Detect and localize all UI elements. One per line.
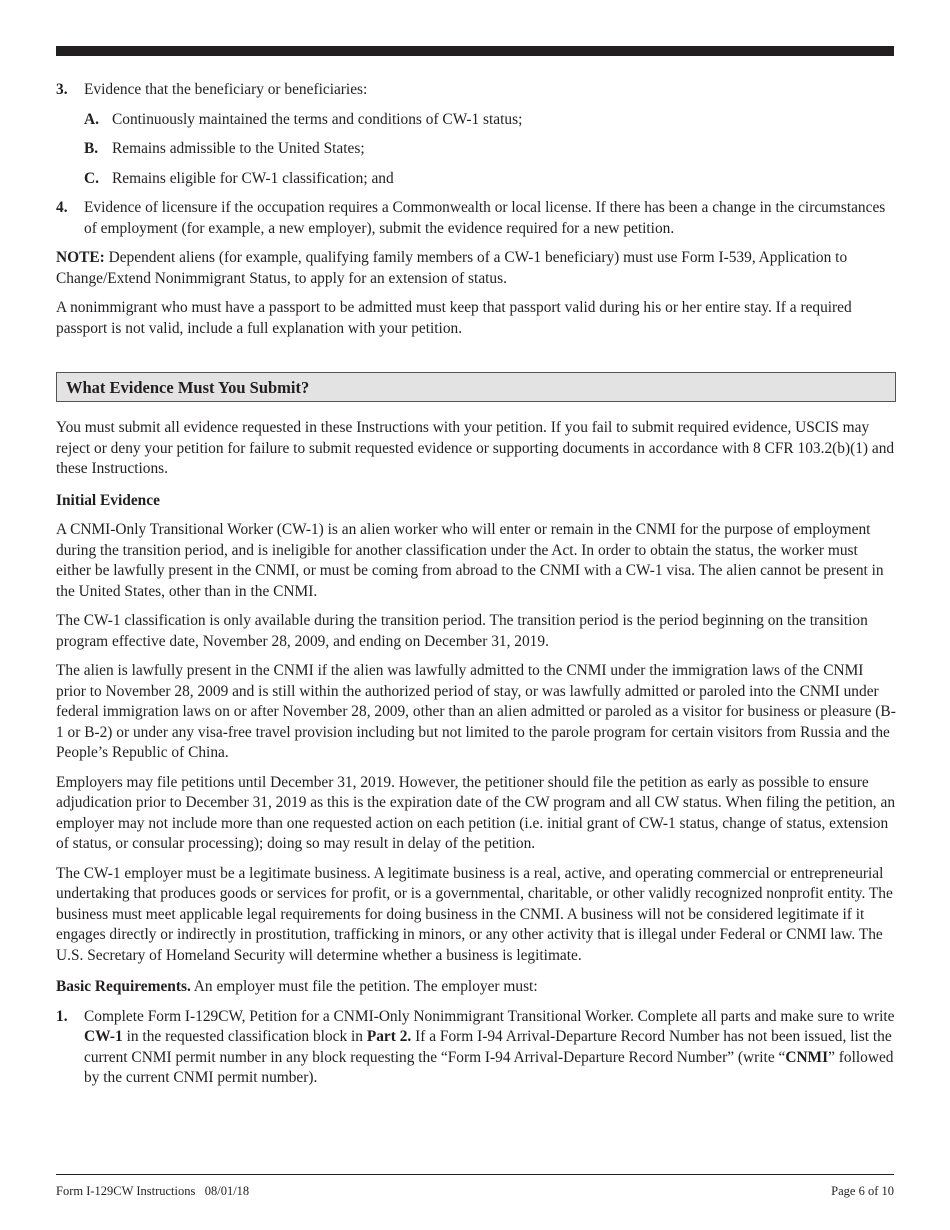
initial-evidence-heading: Initial Evidence — [56, 491, 160, 509]
bold-run: CNMI — [785, 1048, 829, 1066]
list-number: 4. — [56, 199, 68, 216]
sub-item-a — [84, 110, 896, 131]
text-run: in the requested classification block in — [122, 1028, 367, 1045]
list-item-3 — [56, 80, 896, 101]
note-text: Dependent aliens (for example, qualifying family members of a CW-1 beneficiary) must use Form I-539, Application to Change/Extend Nonimmigrant Status, to apply for an extension of status. — [56, 249, 848, 287]
text-run: Complete Form I-129CW, Petition for a CNMI-Only Nonimmigrant Transitional Worker. Complete all parts and make sure to write — [84, 1007, 895, 1025]
paragraph-lawfully-present: The alien is lawfully present in the CNMI if the alien was lawfully admitted to the CNMI under the immigration laws of the CNMI prior to November 28, 2009 and is still within the authorized period of stay, or was lawfully admitted or paroled into the CNMI under federal immigration laws on or after November 28, 2009, other than an alien admitted or paroled as a visitor for business or pleasure (B-1 or B-2) or under any visa-free travel provision including but not limited to the parole program for certain visitors from Russia and the People’s Republic of China. — [56, 662, 896, 761]
header-rule — [56, 46, 894, 56]
basic-requirements-text: An employer must file the petition. The employer must: — [190, 978, 538, 995]
sub-text: Remains admissible to the United States; — [112, 140, 365, 157]
page-content — [56, 80, 896, 1098]
text-run: ” followed by the current CNMI permit number). — [84, 1048, 894, 1086]
text-run: If a Form I-94 Arrival-Departure Record Number has not been issued, list the current CNMI permit number in any block requesting the “Form I-94 Arrival-Departure Record Number” (write “ — [84, 1028, 892, 1066]
note-label: NOTE: — [56, 249, 105, 266]
footer-form-id: Form I-129CW Instructions 08/01/18 — [56, 1184, 250, 1198]
paragraph-transition-period: The CW-1 classification is only available during the transition period. The transition period is the period beginning on the transition program effective date, November 28, 2009, and ending on December 31, 2019. — [56, 612, 868, 650]
note-paragraph — [56, 248, 896, 289]
footer-page-number: Page 6 of 10 — [831, 1184, 894, 1198]
section-heading-box — [56, 372, 896, 402]
sub-item-c — [84, 169, 896, 190]
list-number: 3. — [56, 81, 68, 98]
paragraph-cw1-definition: A CNMI-Only Transitional Worker (CW-1) is an alien worker who will enter or remain in the CNMI for the purpose of employment during the transition period, and is ineligible for another classification under the Act. In order to obtain the status, the worker must either be lawfully present in the CNMI, or must be coming from abroad to the CNMI with a CW-1 visa. The alien cannot be present in the United States, other than in the CNMI. — [56, 521, 884, 600]
section-title: What Evidence Must You Submit? — [66, 378, 310, 397]
bold-run: CW-1 — [84, 1028, 123, 1045]
paragraph-legitimate-business: The CW-1 employer must be a legitimate business. A legitimate business is a real, active, and operating commercial or entrepreneurial undertaking that produces goods or services for profit, or is a governmental, charitable, or other validly recognized nonprofit entity. The business must meet applicable legal requirements for doing business in the CNMI. A business will not be considered legitimate if it engages directly or indirectly in prostitution, trafficking in minors, or any other activity that is illegal under Federal or CNMI law. The U.S. Secretary of Homeland Security will determine whether a business is legitimate. — [56, 864, 893, 964]
sub-text: Remains eligible for CW-1 classification; and — [112, 169, 394, 187]
paragraph-filing-deadline: Employers may file petitions until December 31, 2019. However, the petitioner should file the petition as early as possible to ensure adjudication prior to December 31, 2019 as this is the expiration date of the CW program and all CW status. When filing the petition, an employer may not include more than one requested action on each petition (i.e. initial grant of CW-1 status, change of status, extension of status, or consular processing); doing so may result in delay of the petition. — [56, 773, 896, 852]
bold-run: Part 2. — [366, 1028, 412, 1045]
basic-requirements-label: Basic Requirements. — [56, 978, 191, 995]
basic-requirements-paragraph — [56, 977, 896, 998]
basic-list-item-1 — [56, 1007, 896, 1089]
footer-rule — [56, 1174, 894, 1175]
sub-item-b — [84, 139, 896, 160]
sub-text: Continuously maintained the terms and conditions of CW-1 status; — [112, 110, 523, 128]
list-text — [84, 1007, 896, 1089]
list-item-4 — [56, 198, 896, 239]
list-text: Evidence of licensure if the occupation requires a Commonwealth or local license. If there has been a change in the circumstances of employment (for example, a new employer), submit the evidence required for a new petition. — [84, 199, 886, 237]
sub-letter: B. — [84, 140, 99, 157]
section-intro: You must submit all evidence requested in these Instructions with your petition. If you fail to submit required evidence, USCIS may reject or deny your petition for failure to submit requested evidence or supporting documents in accordance with 8 CFR 103.2(b)(1) and these Instructions. — [56, 419, 895, 477]
list-number: 1. — [56, 1007, 68, 1025]
sub-letter: C. — [84, 169, 99, 187]
passport-paragraph: A nonimmigrant who must have a passport to be admitted must keep that passport valid during his or her entire stay. If a required passport is not valid, include a full explanation with your petition. — [56, 299, 852, 337]
list-text: Evidence that the beneficiary or beneficiaries: — [84, 81, 368, 98]
sub-letter: A. — [84, 110, 99, 128]
